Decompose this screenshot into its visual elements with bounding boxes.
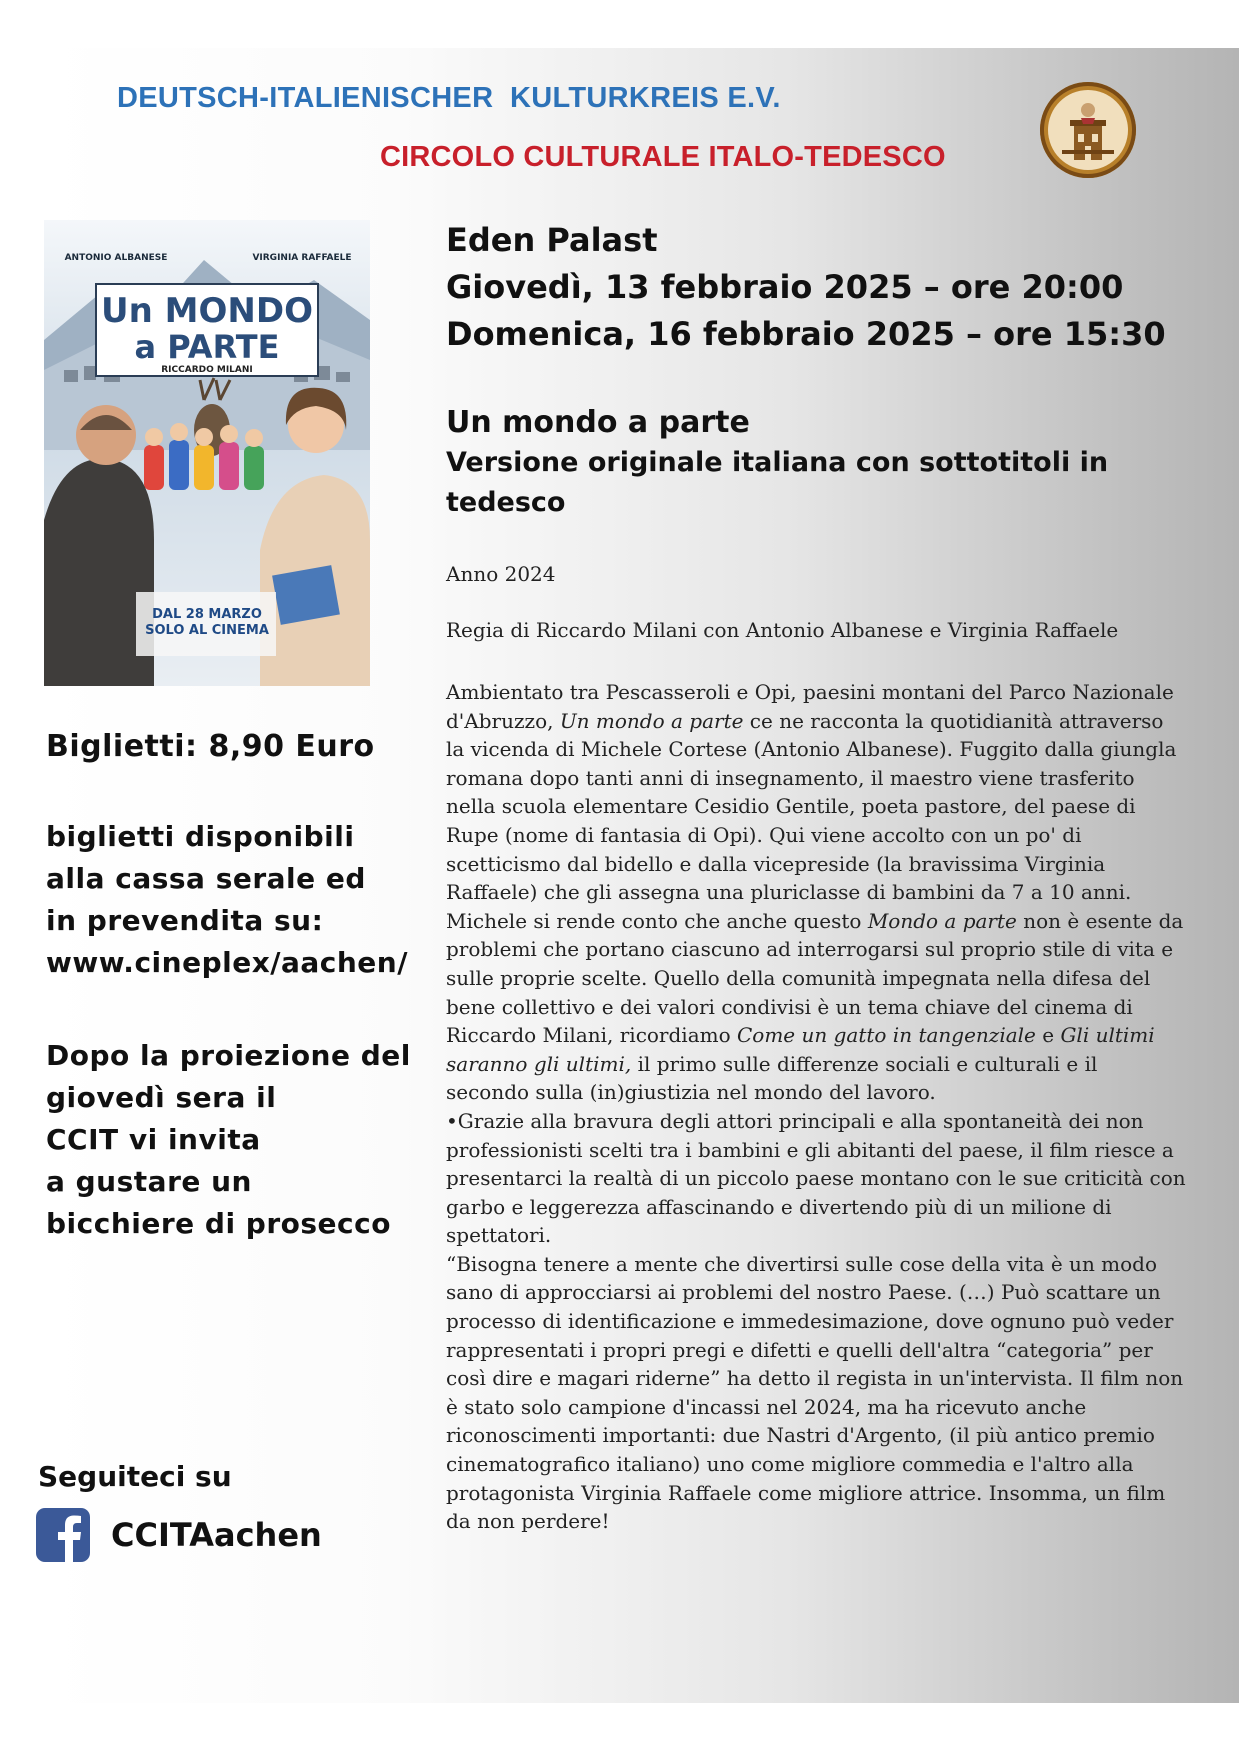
ticket-availability: biglietti disponibili alla cassa serale ed in prevendita su: www.cineplex/aachen/ — [46, 816, 408, 984]
description-paragraph-3: “Bisogna tenere a mente che divertirsi sulle cose della vita è un modo sano di approcciarsi ai problemi del nostro Paese. (…) Può scattare un processo di identificazione e immedesimazione, dove ognuno può veder rappresentati i propri pregi e difetti e quelli dell'altra “categoria” per così dire e magari riderne” ha detto il regista in un'intervista. Il film non è stato solo campione d'incassi nel 2024, ma ha ricevuto anche riconoscimenti importanti: due Nastri d'Argento, (il più antico premio cinematografico italiano) uno come migliore commedia e l'altro alla protagonista Virginia Raffaele come migliore attrice. Insomma, un film da non perdere! — [446, 1251, 1184, 1534]
event-date-2: Domenica, 16 febbraio 2025 – ore 15:30 — [446, 315, 1166, 353]
poster-title-line1: Un MONDO — [101, 291, 313, 331]
aperitivo-info: Dopo la proiezione del giovedì sera il CCIT vi invita a gustare un bicchiere di prosecco — [46, 1039, 411, 1240]
cineplex-link[interactable]: www.cineplex/aachen/ — [46, 946, 408, 979]
org-name-german: DEUTSCH-ITALIENISCHER KULTURKREIS E.V. — [117, 82, 781, 114]
poster-actor-right: VIRGINIA RAFFAELE — [252, 253, 352, 263]
facebook-icon[interactable] — [36, 1508, 90, 1562]
film-year: Anno 2024 — [446, 562, 556, 586]
seal-logo-icon — [1040, 82, 1136, 178]
follow-label: Seguiteci su — [38, 1460, 232, 1493]
event-info — [446, 217, 1166, 358]
film-title: Un mondo a parte — [446, 405, 750, 440]
event-venue: Eden Palast — [446, 221, 658, 259]
poster-release-line1: DAL 28 MARZO — [152, 607, 262, 622]
film-credits: Regia di Riccardo Milani con Antonio Albanese e Virginia Raffaele — [446, 618, 1119, 642]
org-name-italian: CIRCOLO CULTURALE ITALO-TEDESCO — [380, 141, 946, 173]
facebook-link[interactable] — [36, 1508, 356, 1564]
poster-director: RICCARDO MILANI — [161, 365, 253, 375]
ticket-price: Biglietti: 8,90 Euro — [46, 729, 375, 764]
description-paragraph-1: Ambientato tra Pescasseroli e Opi, paesini montani del Parco Nazionale d'Abruzzo, Un mondo a parte ce ne racconta la quotidianità attraverso la vicenda di Michele Cortese (Antonio Albanese). Fuggito dalla giungla romana dopo tanti anni di insegnamento, il maestro viene trasferito nella scuola elementare Cesidio Gentile, poeta pastore, del paese di Rupe (nome di fantasia di Opi). Qui viene accolto con un po' di scetticismo dal bidello e dalla vicepreside (la bravissima Virginia Raffaele) che gli assegna una pluriclasse di bambini da 7 a 10 anni. Michele si rende conto che anche questo Mondo a parte non è esente da problemi che portano ciascuno ad interrogarsi sul proprio stile di vita e sulle proprie scelte. Quello della comunità impegnata nella difesa del bene collettivo e dei valori condivisi è un tema chiave del cinema di Riccardo Milani, ricordiamo Come un gatto in tangenziale e Gli ultimi saranno gli ultimi, il primo sulle differenze sociali e culturali e il secondo sulla (in)giustizia nel mondo del lavoro. — [446, 680, 1184, 1105]
film-heading — [446, 403, 1186, 523]
event-date-1: Giovedì, 13 febbraio 2025 – ore 20:00 — [446, 268, 1124, 306]
film-description — [446, 678, 1186, 1536]
movie-poster — [44, 220, 370, 686]
description-paragraph-2: •Grazie alla bravura degli attori principali e alla spontaneità dei non professionisti scelti tra i bambini e gli abitanti del paese, il film riesce a presentarci la realtà di un piccolo paese montano con le sue criticità con garbo e leggerezza affascinando e divertendo più di un milione di spettatori. — [446, 1108, 1186, 1248]
film-version: Versione originale italiana con sottotitoli in tedesco — [446, 447, 1109, 518]
poster-release-line2: SOLO AL CINEMA — [145, 623, 269, 638]
poster-title-line2: a PARTE — [134, 328, 280, 366]
facebook-handle[interactable]: CCITAachen — [111, 1516, 322, 1554]
poster-actor-left: ANTONIO ALBANESE — [64, 253, 168, 263]
